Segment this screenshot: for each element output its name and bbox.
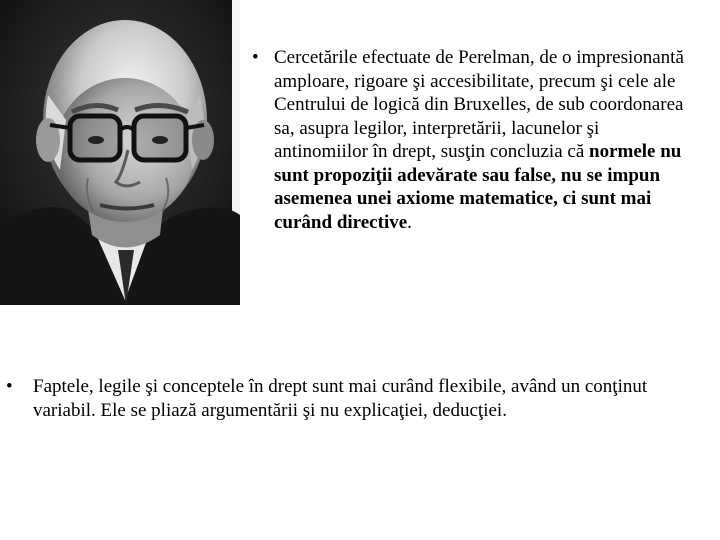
bullet-point: •	[6, 376, 13, 397]
portrait-photo-icon	[0, 0, 240, 305]
bullet-perelman-research	[252, 46, 692, 234]
bullet-text-bold: normele nu sunt propoziţii adevărate sau false, nu se impun asemenea unei axiome matematice, ci sunt mai curând directive	[274, 141, 682, 233]
bullet-text	[274, 46, 684, 234]
bullet-text-end: .	[407, 211, 412, 233]
portrait-photo	[0, 0, 240, 305]
bullet-text: Faptele, legile şi conceptele în drept sunt mai curând flexibile, având un conţinut variabil. Ele se pliază argumentării şi nu explicaţiei, deducţiei.	[33, 376, 648, 421]
bullet-text-normal: Cercetările efectuate de Perelman, de o impresionantă amploare, rigoare şi accesibilitate, precum şi cele ale Centrului de logică din Bruxelles, de sub coordonarea sa, asupra legilor, interpretării, lacunelor şi antinomiilor în drept, susţin concluzia că	[274, 47, 684, 162]
bullet-point: •	[252, 47, 259, 68]
bullet-facts-laws	[6, 375, 706, 422]
